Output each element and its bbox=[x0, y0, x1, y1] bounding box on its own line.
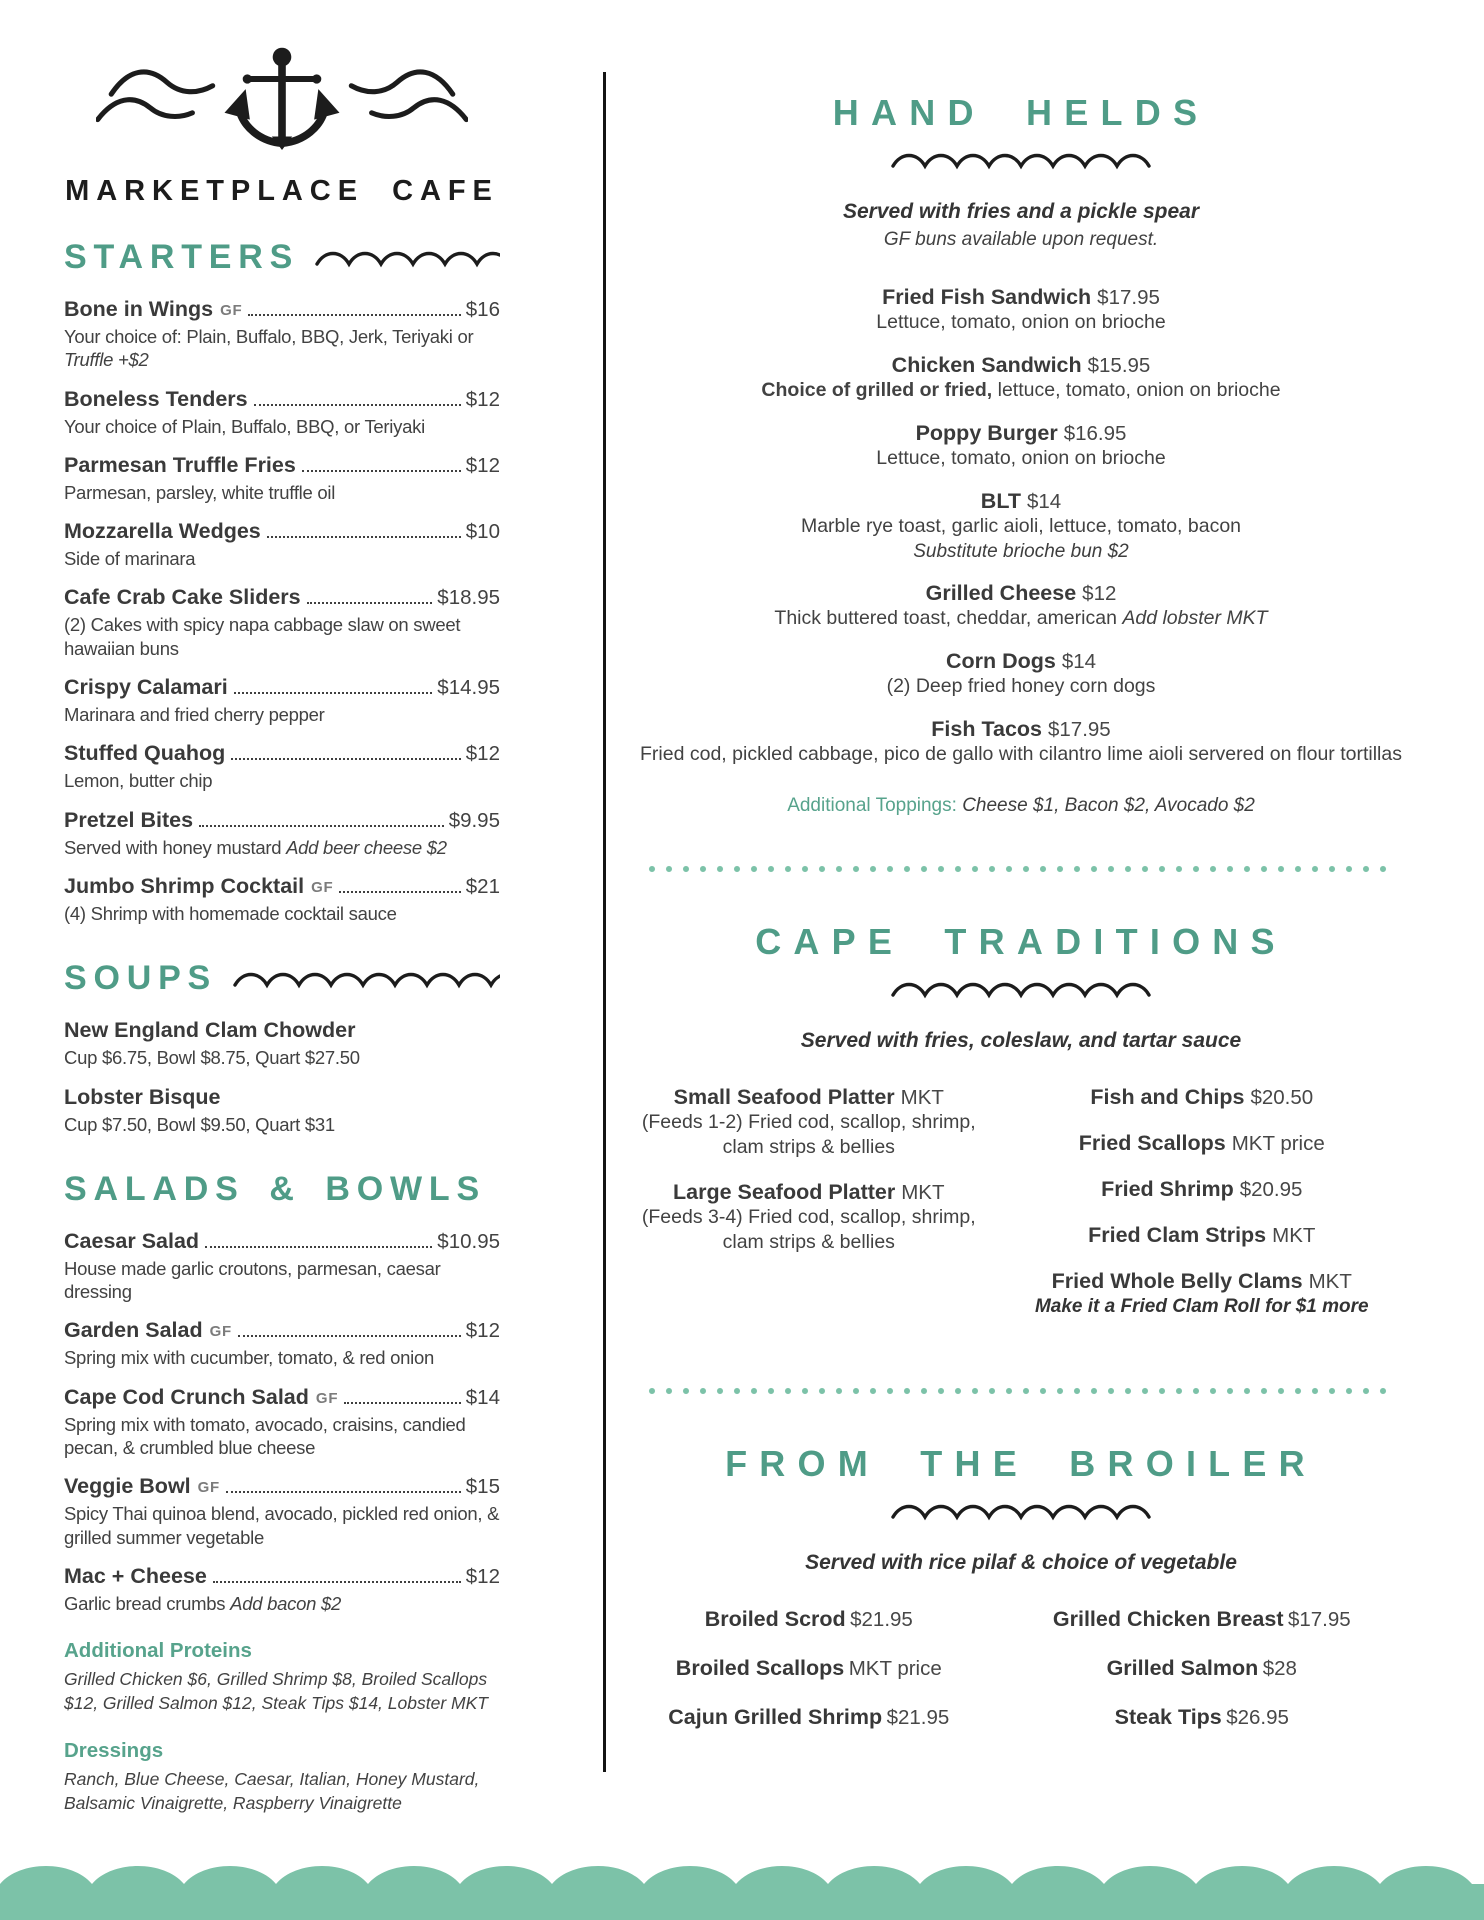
item-price: $12 bbox=[465, 1564, 500, 1588]
item-price: $28 bbox=[1262, 1656, 1297, 1680]
item-name: Cape Cod Crunch Salad bbox=[64, 1384, 309, 1409]
addon-text: Grilled Chicken $6, Grilled Shrimp $8, Broiled Scallops $12, Grilled Salmon $12, Steak Tips $14, Lobster MKT bbox=[64, 1669, 488, 1713]
item-name: Cajun Grilled Shrimp bbox=[668, 1704, 883, 1729]
dotted-leader bbox=[205, 1246, 432, 1248]
item-price: $14 bbox=[465, 1385, 500, 1409]
item-price: $21 bbox=[465, 874, 500, 898]
item-price: $21.95 bbox=[886, 1705, 950, 1729]
section-starters bbox=[64, 238, 500, 925]
anchor-with-waves-icon bbox=[96, 40, 468, 167]
wave-divider-icon bbox=[891, 148, 1151, 172]
item-name: Lobster Bisque bbox=[64, 1084, 221, 1109]
item-note: Add beer cheese $2 bbox=[286, 836, 447, 858]
item-note: Add bacon $2 bbox=[230, 1592, 342, 1614]
item-name: Poppy Burger bbox=[915, 420, 1058, 445]
item-price: $20.50 bbox=[1250, 1085, 1314, 1109]
item-price: MKT price bbox=[848, 1656, 942, 1680]
broiler-left-column bbox=[628, 1607, 990, 1754]
item-desc: Spring mix with cucumber, tomato, & red onion bbox=[64, 1347, 435, 1369]
wave-divider-icon bbox=[891, 977, 1151, 1001]
item-price: MKT bbox=[1272, 1223, 1316, 1247]
menu-item bbox=[64, 808, 500, 859]
menu-item bbox=[64, 1318, 500, 1369]
toppings-label: Additional Toppings: bbox=[787, 794, 957, 816]
item-desc: Marble rye toast, garlic aioli, lettuce, tomato, bacon bbox=[800, 514, 1242, 537]
menu-item bbox=[64, 585, 500, 660]
item-desc: (Feeds 1-2) Fried cod, scallop, shrimp, clam strips & bellies bbox=[641, 1110, 976, 1158]
item-name: Corn Dogs bbox=[945, 648, 1056, 673]
section-header bbox=[64, 1170, 500, 1209]
item-desc: Your choice of Plain, Buffalo, BBQ, or Teriyaki bbox=[64, 415, 425, 437]
item-note: Make it a Fried Clam Roll for $1 more bbox=[1034, 1295, 1369, 1317]
item-name: BLT bbox=[980, 488, 1021, 513]
item-price: $18.95 bbox=[437, 586, 500, 610]
dotted-leader bbox=[238, 1335, 461, 1337]
section-title: STARTERS bbox=[64, 238, 300, 276]
wave-divider-icon bbox=[233, 967, 500, 991]
dotted-separator bbox=[648, 1387, 1394, 1395]
item-name: Mac + Cheese bbox=[64, 1563, 207, 1588]
menu-item bbox=[64, 1474, 500, 1549]
item-name: Fried Scallops bbox=[1078, 1130, 1226, 1155]
item-note: Add lobster MKT bbox=[1122, 606, 1268, 629]
dotted-leader bbox=[307, 602, 433, 604]
item-price: MKT bbox=[900, 1085, 944, 1109]
item-name: Fried Whole Belly Clams bbox=[1051, 1268, 1303, 1293]
item-name: Grilled Salmon bbox=[1106, 1655, 1259, 1680]
menu-item bbox=[628, 353, 1414, 403]
item-price: $21.95 bbox=[850, 1607, 913, 1631]
item-name: Fish and Chips bbox=[1090, 1084, 1245, 1109]
menu-item bbox=[990, 1131, 1414, 1156]
item-price: $10 bbox=[465, 520, 500, 544]
item-price: MKT bbox=[1308, 1269, 1352, 1293]
gf-badge: GF bbox=[209, 1323, 232, 1341]
item-name: Boneless Tenders bbox=[64, 386, 248, 411]
item-desc: House made garlic croutons, parmesan, caesar dressing bbox=[64, 1257, 441, 1303]
menu-item bbox=[990, 1607, 1414, 1632]
item-name: New England Clam Chowder bbox=[64, 1018, 356, 1043]
menu-item bbox=[990, 1177, 1414, 1202]
menu-item bbox=[990, 1223, 1414, 1248]
item-price: MKT bbox=[901, 1180, 945, 1204]
item-price: $26.95 bbox=[1226, 1705, 1289, 1729]
section-title: SOUPS bbox=[64, 959, 218, 998]
cape-fried-column bbox=[990, 1085, 1414, 1339]
section-cape-traditions bbox=[628, 921, 1414, 1339]
item-name: Bone in Wings bbox=[64, 297, 214, 321]
section-subtitle: Served with fries and a pickle spear bbox=[843, 200, 1199, 223]
dotted-separator bbox=[648, 865, 1394, 873]
section-title: HAND HELDS bbox=[832, 92, 1210, 133]
item-desc: Side of marinara bbox=[64, 548, 196, 570]
menu-item bbox=[64, 519, 500, 570]
menu-item bbox=[64, 1564, 500, 1615]
item-name: Cafe Crab Cake Sliders bbox=[64, 585, 301, 610]
item-desc: (2) Cakes with spicy napa cabbage slaw on sweet hawaiian buns bbox=[64, 614, 461, 659]
item-price: $16.95 bbox=[1063, 421, 1127, 445]
menu-item bbox=[628, 717, 1414, 767]
item-desc: (2) Deep fried honey corn dogs bbox=[886, 674, 1156, 697]
item-name: Mozzarella Wedges bbox=[64, 519, 261, 544]
wave-divider-icon bbox=[891, 1499, 1151, 1523]
menu-item bbox=[990, 1085, 1414, 1110]
item-name: Grilled Chicken Breast bbox=[1052, 1606, 1284, 1631]
toppings-text: Cheese $1, Bacon $2, Avocado $2 bbox=[962, 794, 1255, 816]
left-column bbox=[64, 40, 500, 1816]
item-price: $10.95 bbox=[437, 1229, 500, 1253]
gf-badge: GF bbox=[311, 878, 334, 896]
section-header bbox=[64, 959, 500, 998]
item-price: $17.95 bbox=[1287, 1607, 1351, 1631]
item-desc: Served with honey mustard Add beer cheese $2 bbox=[64, 836, 447, 858]
item-price: $16 bbox=[465, 298, 500, 321]
menu-item bbox=[628, 489, 1414, 563]
menu-item bbox=[64, 1385, 500, 1460]
section-title: CAPE TRADITIONS bbox=[755, 920, 1287, 962]
item-price: $20.95 bbox=[1239, 1177, 1303, 1201]
gf-badge: GF bbox=[315, 1389, 339, 1407]
item-name: Stuffed Quahog bbox=[64, 741, 226, 766]
menu-item bbox=[64, 1085, 500, 1136]
item-name: Fried Shrimp bbox=[1101, 1176, 1234, 1201]
menu-item bbox=[64, 675, 500, 726]
section-subtitle: Served with fries, coleslaw, and tartar sauce bbox=[800, 1028, 1242, 1052]
item-price: $12 bbox=[465, 742, 500, 766]
item-desc: Parmesan, parsley, white truffle oil bbox=[64, 481, 336, 503]
item-desc: (4) Shrimp with homemade cocktail sauce bbox=[64, 902, 397, 924]
item-price: $17.95 bbox=[1097, 286, 1160, 309]
item-price: $12 bbox=[465, 387, 500, 411]
item-desc: Your choice of: Plain, Buffalo, BBQ, Jerk, Teriyaki or Truffle +$2 bbox=[64, 326, 474, 371]
section-hand-helds bbox=[628, 92, 1414, 817]
menu-item bbox=[628, 1656, 990, 1681]
dotted-leader bbox=[254, 404, 461, 406]
dotted-leader bbox=[199, 825, 444, 827]
menu-item bbox=[990, 1269, 1414, 1318]
dotted-leader bbox=[302, 470, 461, 472]
menu-item bbox=[990, 1705, 1414, 1730]
item-name: Broiled Scrod bbox=[704, 1606, 846, 1631]
item-name: Large Seafood Platter bbox=[673, 1179, 896, 1204]
section-from-the-broiler bbox=[628, 1443, 1414, 1754]
item-name: Garden Salad bbox=[64, 1318, 203, 1343]
toppings-line bbox=[628, 795, 1414, 817]
menu-item bbox=[64, 387, 500, 438]
item-price: $14 bbox=[1061, 649, 1097, 673]
section-header bbox=[64, 238, 500, 277]
addon-text: Ranch, Blue Cheese, Caesar, Italian, Honey Mustard, Balsamic Vinaigrette, Raspberry Vinaigrette bbox=[64, 1769, 480, 1814]
item-price: MKT price bbox=[1231, 1131, 1325, 1155]
item-desc: (Feeds 3-4) Fried cod, scallop, shrimp, clam strips & bellies bbox=[641, 1205, 976, 1253]
item-name: Fish Tacos bbox=[931, 716, 1043, 741]
item-price: $15 bbox=[465, 1475, 500, 1499]
item-desc: Marinara and fried cherry pepper bbox=[64, 704, 325, 726]
item-name: Veggie Bowl bbox=[64, 1474, 191, 1499]
item-desc: Lettuce, tomato, onion on brioche bbox=[876, 311, 1166, 333]
item-desc: Lemon, butter chip bbox=[64, 770, 213, 792]
item-name: Caesar Salad bbox=[64, 1228, 200, 1253]
section-subtitle: GF buns available upon request. bbox=[883, 229, 1159, 250]
item-desc: Fried cod, pickled cabbage, pico de gallo with cilantro lime aioli servered on flour tortillas bbox=[640, 742, 1402, 765]
dotted-leader bbox=[339, 891, 460, 893]
dotted-leader bbox=[267, 536, 461, 538]
item-desc: Lettuce, tomato, onion on brioche bbox=[876, 446, 1166, 469]
menu-item bbox=[628, 1705, 990, 1730]
item-price: $14.95 bbox=[437, 676, 500, 700]
menu-item bbox=[990, 1656, 1414, 1681]
brand-name: MARKETPLACE CAFE bbox=[65, 175, 499, 207]
item-name: Pretzel Bites bbox=[64, 807, 194, 832]
item-note: Truffle +$2 bbox=[64, 349, 149, 371]
dotted-leader bbox=[213, 1581, 461, 1583]
right-column bbox=[628, 92, 1414, 1754]
item-desc: Spicy Thai quinoa blend, avocado, pickled red onion, & grilled summer vegetable bbox=[64, 1503, 500, 1548]
footer-wave-band bbox=[0, 1858, 1484, 1920]
item-price: $15.95 bbox=[1087, 353, 1151, 377]
addon-label: Additional Proteins bbox=[64, 1639, 252, 1663]
menu-item bbox=[64, 1018, 500, 1069]
menu-item bbox=[64, 874, 500, 925]
wave-divider-icon bbox=[315, 246, 500, 270]
menu-item bbox=[628, 1180, 990, 1255]
menu-item bbox=[64, 453, 500, 504]
section-salads-bowls bbox=[64, 1170, 500, 1816]
section-soups bbox=[64, 959, 500, 1136]
item-desc: Cup $6.75, Bowl $8.75, Quart $27.50 bbox=[64, 1047, 360, 1069]
section-subtitle: Served with rice pilaf & choice of vegetable bbox=[805, 1550, 1237, 1574]
menu-item bbox=[64, 1229, 500, 1304]
item-name: Jumbo Shrimp Cocktail bbox=[64, 873, 305, 898]
item-name: Steak Tips bbox=[1114, 1704, 1222, 1729]
dotted-leader bbox=[344, 1402, 461, 1404]
menu-item bbox=[628, 285, 1414, 335]
item-desc: Thick buttered toast, cheddar, american Add lobster MKT bbox=[774, 606, 1268, 629]
menu-item bbox=[64, 297, 500, 372]
item-name: Chicken Sandwich bbox=[891, 352, 1082, 377]
item-price: $14 bbox=[1026, 489, 1062, 513]
item-note: Substitute brioche bun $2 bbox=[913, 540, 1129, 562]
column-divider bbox=[603, 72, 606, 1772]
item-price: $12 bbox=[465, 453, 500, 477]
item-price: $17.95 bbox=[1048, 717, 1111, 741]
menu-item bbox=[64, 741, 500, 792]
item-desc: Choice of grilled or fried, lettuce, tomato, onion on brioche bbox=[761, 378, 1281, 401]
menu-item bbox=[628, 1085, 990, 1160]
cape-platters-column bbox=[628, 1085, 990, 1339]
item-name: Crispy Calamari bbox=[64, 675, 228, 700]
item-price: $12 bbox=[1082, 581, 1117, 605]
gf-badge: GF bbox=[197, 1479, 220, 1497]
item-price: $12 bbox=[465, 1319, 500, 1343]
item-name: Broiled Scallops bbox=[675, 1655, 845, 1680]
gf-badge: GF bbox=[220, 302, 243, 319]
item-name: Fried Clam Strips bbox=[1088, 1222, 1267, 1247]
section-title: SALADS & BOWLS bbox=[64, 1169, 486, 1208]
restaurant-logo bbox=[64, 40, 500, 208]
menu-item bbox=[628, 1607, 990, 1632]
dotted-leader bbox=[226, 1491, 461, 1493]
menu-item bbox=[628, 421, 1414, 471]
item-name: Small Seafood Platter bbox=[673, 1084, 895, 1109]
menu-item bbox=[628, 581, 1414, 631]
item-desc: Cup $7.50, Bowl $9.50, Quart $31 bbox=[64, 1113, 335, 1135]
dotted-leader bbox=[231, 758, 461, 760]
item-desc: Garlic bread crumbs Add bacon $2 bbox=[64, 1592, 342, 1614]
item-price: $9.95 bbox=[448, 808, 500, 832]
broiler-right-column bbox=[990, 1607, 1414, 1754]
item-name: Grilled Cheese bbox=[925, 580, 1077, 605]
item-name: Fried Fish Sandwich bbox=[882, 285, 1092, 309]
dotted-leader bbox=[248, 314, 460, 316]
menu-item bbox=[628, 649, 1414, 699]
addon-label: Dressings bbox=[64, 1739, 164, 1763]
dotted-leader bbox=[234, 692, 433, 694]
section-title: FROM THE BROILER bbox=[725, 1442, 1317, 1484]
item-desc: Spring mix with tomato, avocado, craisins, candied pecan, & crumbled blue cheese bbox=[64, 1413, 466, 1459]
item-name: Parmesan Truffle Fries bbox=[64, 452, 296, 477]
